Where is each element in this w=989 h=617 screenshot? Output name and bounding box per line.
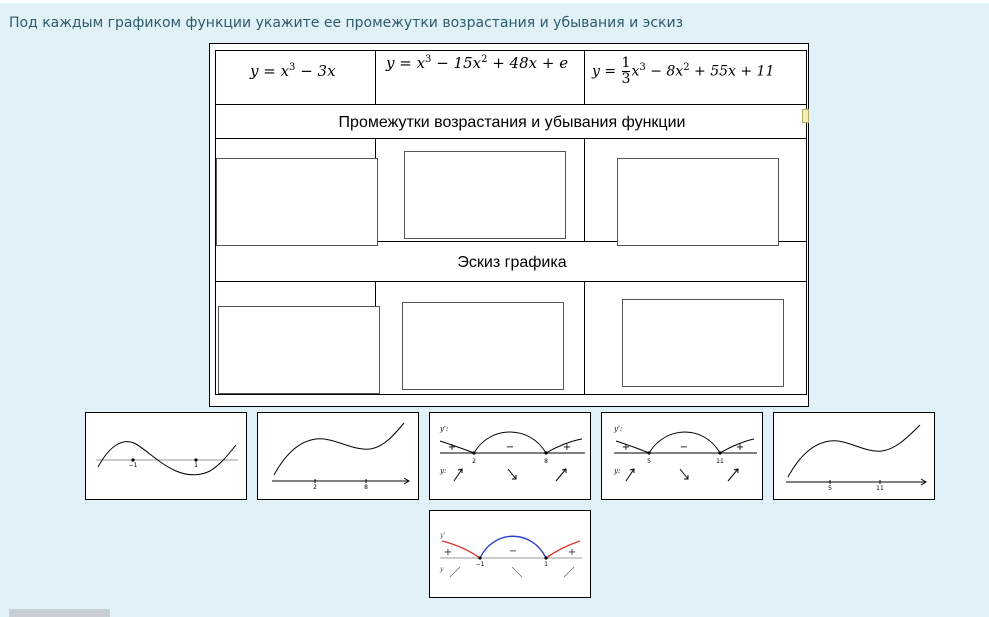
sign-label: −	[679, 442, 689, 453]
intervals-header: Промежутки возрастания и убывания функции	[338, 114, 686, 131]
drop-zone-intervals-3[interactable]	[617, 158, 779, 246]
answer-table	[209, 43, 809, 407]
sign-label: +	[443, 547, 453, 558]
table-border-right	[806, 50, 807, 394]
formula-3: y = $\frac{1}{3}$ $x^3 - 8x^2 + 55x + 11$	[592, 55, 775, 87]
row-divider	[215, 138, 807, 139]
col-divider	[584, 50, 585, 104]
draggable-tile-graph-3[interactable]	[773, 412, 935, 500]
drop-zone-sketch-3[interactable]	[622, 299, 784, 387]
tick-label: 1	[194, 462, 198, 469]
sign-label: +	[735, 442, 745, 453]
check-button[interactable]	[9, 609, 110, 617]
graph-sketch-icon	[258, 413, 420, 501]
fraction: $\frac{1}{3}$	[621, 55, 631, 87]
y-label: y:	[440, 467, 447, 475]
sign-label: −	[508, 546, 518, 557]
formula-1: $y = x^3 - 3x$	[250, 62, 336, 80]
col-divider	[375, 50, 376, 104]
tick-label: 11	[876, 485, 884, 492]
tick-label: 8	[364, 484, 368, 491]
sign-chart-icon	[602, 413, 764, 501]
table-border-top	[215, 50, 806, 51]
col-divider	[584, 281, 585, 394]
tick-label: 2	[313, 484, 317, 491]
tick-label: 1	[544, 561, 548, 568]
tick-label: 5	[828, 485, 832, 492]
tick-label: 11	[716, 458, 724, 465]
tick-label: −1	[475, 561, 485, 568]
drop-zone-intervals-1[interactable]	[216, 158, 378, 246]
graph-sketch-icon	[86, 413, 248, 501]
graph-sketch-icon	[774, 413, 936, 501]
table-border-bottom	[215, 394, 807, 395]
col-divider	[584, 138, 585, 241]
y-prime-label: y':	[440, 425, 449, 433]
tick-label: 8	[544, 458, 548, 465]
sign-label: +	[567, 547, 577, 558]
sign-label: +	[447, 442, 457, 453]
tick-label: −1	[128, 462, 138, 469]
y-label: y	[440, 566, 444, 573]
sign-label: −	[505, 442, 515, 453]
row-divider	[215, 104, 807, 105]
y-label: y:	[614, 467, 621, 475]
question-text: Под каждым графиком функции укажите ее промежутки возрастания и убывания и эскиз	[9, 15, 684, 31]
drop-zone-sketch-1[interactable]	[218, 306, 380, 394]
tick-label: 5	[647, 458, 651, 465]
draggable-tile-signs-1[interactable]	[429, 412, 591, 500]
y-prime-label: y':	[614, 425, 623, 433]
sketch-header: Эскиз графика	[457, 254, 567, 271]
drop-zone-intervals-2[interactable]	[404, 151, 566, 239]
tick-label: 2	[472, 458, 476, 465]
draggable-tile-graph-1[interactable]	[85, 412, 247, 500]
formula-2: $y = x^3 - 15x^2 + 48x + e$	[386, 54, 569, 72]
sign-chart-icon	[430, 413, 592, 501]
draggable-tile-graph-2[interactable]	[257, 412, 419, 500]
draggable-tile-signs-2[interactable]	[601, 412, 763, 500]
draggable-tile-signs-3[interactable]	[429, 510, 591, 598]
drop-zone-sketch-2[interactable]	[402, 302, 564, 390]
sign-label: +	[621, 442, 631, 453]
resize-handle-icon[interactable]	[802, 109, 809, 123]
sign-label: +	[562, 442, 572, 453]
y-prime-label: y'	[440, 532, 446, 539]
sign-chart-icon	[430, 511, 592, 599]
row-divider	[215, 281, 807, 282]
